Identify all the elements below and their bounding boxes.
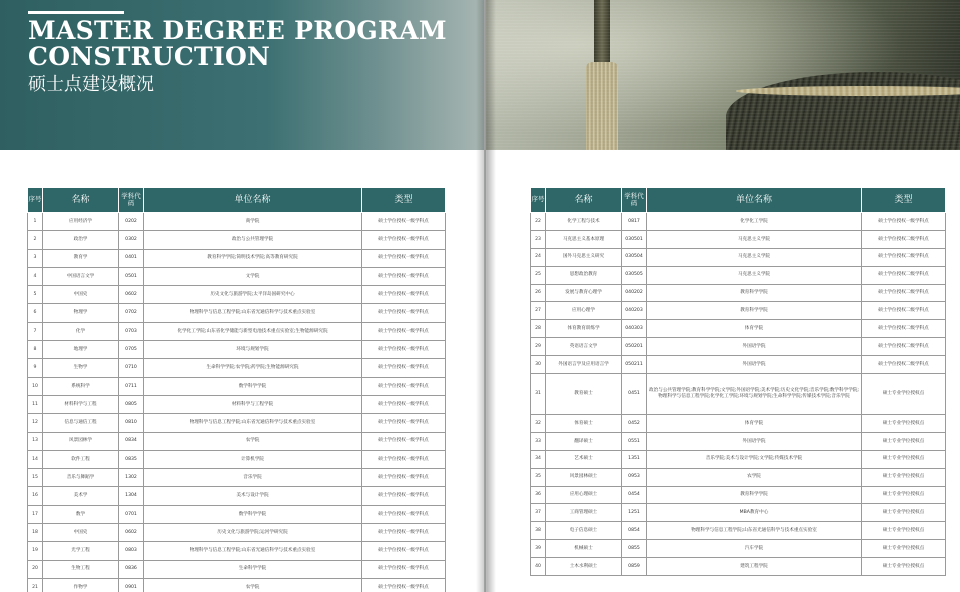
cell-type: 硕士学位授权一级学科点 bbox=[362, 469, 446, 487]
cell-code: 0551 bbox=[622, 432, 647, 450]
cell-name: 地理学 bbox=[43, 341, 119, 359]
cell-name: 中国史 bbox=[43, 524, 119, 542]
cell-name: 软件工程 bbox=[43, 450, 119, 468]
cell-type: 硕士专业学位授权点 bbox=[862, 432, 946, 450]
header-code: 学科代码 bbox=[119, 188, 144, 213]
cell-code: 030504 bbox=[622, 248, 647, 266]
table-row bbox=[531, 486, 946, 504]
cell-unit: 物理科学与信息工程学院;山东省光通信科学与技术重点实验室 bbox=[647, 522, 862, 540]
cell-code: 050201 bbox=[622, 338, 647, 356]
cell-no: 34 bbox=[531, 450, 546, 468]
table-row bbox=[28, 542, 446, 560]
cell-name: 信息与通信工程 bbox=[43, 414, 119, 432]
cell-unit: 历史文化与旅游学院;太平洋岛国研究中心 bbox=[144, 286, 362, 304]
cell-type: 硕士学位授权一级学科点 bbox=[362, 542, 446, 560]
table-row bbox=[531, 558, 946, 576]
table-row bbox=[531, 320, 946, 338]
cell-name: 艺术硕士 bbox=[546, 450, 622, 468]
cell-type: 硕士学位授权二级学科点 bbox=[862, 302, 946, 320]
cell-name: 马克思主义基本原理 bbox=[546, 230, 622, 248]
cell-type: 硕士学位授权一级学科点 bbox=[362, 487, 446, 505]
cell-no: 37 bbox=[531, 504, 546, 522]
cell-name: 作物学 bbox=[43, 578, 119, 592]
cell-name: 体育教育训练学 bbox=[546, 320, 622, 338]
cell-name: 美术学 bbox=[43, 487, 119, 505]
cell-type: 硕士专业学位授权点 bbox=[862, 540, 946, 558]
graduation-cap-photo bbox=[486, 0, 960, 150]
table-row bbox=[531, 432, 946, 450]
cell-no: 12 bbox=[28, 414, 43, 432]
cell-type: 硕士学位授权一级学科点 bbox=[362, 505, 446, 523]
cell-name: 音乐与舞蹈学 bbox=[43, 469, 119, 487]
page-title-en-line1: MASTER DEGREE PROGRAM bbox=[28, 16, 447, 45]
cell-name: 机械硕士 bbox=[546, 540, 622, 558]
cell-no: 27 bbox=[531, 302, 546, 320]
cell-code: 0703 bbox=[119, 322, 144, 340]
cell-no: 28 bbox=[531, 320, 546, 338]
cell-no: 38 bbox=[531, 522, 546, 540]
cell-code: 0834 bbox=[119, 432, 144, 450]
table-row bbox=[28, 359, 446, 377]
cell-code: 0705 bbox=[119, 341, 144, 359]
table-row bbox=[531, 284, 946, 302]
table-row bbox=[531, 468, 946, 486]
table-row bbox=[531, 248, 946, 266]
cell-name: 中国史 bbox=[43, 286, 119, 304]
header-no: 序号 bbox=[28, 188, 43, 213]
table-row bbox=[531, 266, 946, 284]
cell-name: 系统科学 bbox=[43, 377, 119, 395]
cell-type: 硕士专业学位授权点 bbox=[862, 468, 946, 486]
cell-type: 硕士学位授权二级学科点 bbox=[862, 248, 946, 266]
cell-unit: 教育科学学院 bbox=[647, 284, 862, 302]
cell-unit: 马克思主义学院 bbox=[647, 230, 862, 248]
page-title-en-line2: CONSTRUCTION bbox=[28, 42, 271, 71]
table-row bbox=[531, 522, 946, 540]
cell-unit: 教育科学学院 bbox=[647, 302, 862, 320]
cell-code: 0710 bbox=[119, 359, 144, 377]
cell-type: 硕士专业学位授权点 bbox=[862, 450, 946, 468]
cell-code: 0855 bbox=[622, 540, 647, 558]
cell-no: 2 bbox=[28, 231, 43, 249]
cell-code: 0454 bbox=[622, 486, 647, 504]
cell-name: 应用心理硕士 bbox=[546, 486, 622, 504]
header-code: 学科代码 bbox=[622, 188, 647, 213]
cell-name: 英语语言文学 bbox=[546, 338, 622, 356]
cell-code: 0810 bbox=[119, 414, 144, 432]
cell-unit: 音乐学院 bbox=[144, 469, 362, 487]
cell-code: 0835 bbox=[119, 450, 144, 468]
cell-unit: 音乐学院;美术与设计学院;文学院;传媒技术学院 bbox=[647, 450, 862, 468]
table-row bbox=[28, 304, 446, 322]
cell-name: 材料科学与工程 bbox=[43, 395, 119, 413]
table-row bbox=[28, 377, 446, 395]
header-unit: 单位名称 bbox=[144, 188, 362, 213]
cell-type: 硕士专业学位授权点 bbox=[862, 522, 946, 540]
cell-code: 1302 bbox=[119, 469, 144, 487]
cell-unit: 计算机学院 bbox=[144, 450, 362, 468]
cell-name: 风景园林学 bbox=[43, 432, 119, 450]
cell-no: 23 bbox=[531, 230, 546, 248]
cell-unit: 历史文化与旅游学院;运河学研究院 bbox=[144, 524, 362, 542]
cell-no: 5 bbox=[28, 286, 43, 304]
table-body bbox=[28, 213, 446, 592]
table-row bbox=[531, 374, 946, 415]
cell-name: 物理学 bbox=[43, 304, 119, 322]
cell-unit: 马克思主义学院 bbox=[647, 248, 862, 266]
cell-unit: 政治与公共管理学院 bbox=[144, 231, 362, 249]
cell-name: 发展与教育心理学 bbox=[546, 284, 622, 302]
cell-code: 0701 bbox=[119, 505, 144, 523]
cell-code: 1304 bbox=[119, 487, 144, 505]
table-row bbox=[28, 213, 446, 231]
table-header bbox=[28, 188, 446, 213]
cell-unit: 教育科学学院;简明技术学院;高等教育研究院 bbox=[144, 249, 362, 267]
cell-type: 硕士学位授权一级学科点 bbox=[362, 560, 446, 578]
cell-type: 硕士学位授权一级学科点 bbox=[362, 231, 446, 249]
table-body bbox=[531, 213, 946, 576]
cell-code: 0501 bbox=[119, 267, 144, 285]
cell-type: 硕士学位授权一级学科点 bbox=[362, 524, 446, 542]
table-row bbox=[28, 231, 446, 249]
cell-unit: 生命科学学院;农学院;药学院;生物能源研究院 bbox=[144, 359, 362, 377]
cell-type: 硕士学位授权一级学科点 bbox=[362, 414, 446, 432]
cell-name: 电子信息硕士 bbox=[546, 522, 622, 540]
cell-no: 29 bbox=[531, 338, 546, 356]
cell-code: 0602 bbox=[119, 524, 144, 542]
programs-table-left bbox=[27, 187, 446, 592]
cell-unit: 商学院 bbox=[144, 213, 362, 231]
cell-name: 教育硕士 bbox=[546, 374, 622, 415]
cell-no: 22 bbox=[531, 213, 546, 231]
table-row bbox=[531, 338, 946, 356]
cell-code: 1351 bbox=[622, 450, 647, 468]
cell-no: 20 bbox=[28, 560, 43, 578]
cell-name: 工商管理硕士 bbox=[546, 504, 622, 522]
cell-code: 0836 bbox=[119, 560, 144, 578]
cell-name: 应用经济学 bbox=[43, 213, 119, 231]
table-row bbox=[28, 450, 446, 468]
cell-unit: 化学化工学院;山东省化学储能与新型电池技术重点实验室;生物能源研究院 bbox=[144, 322, 362, 340]
cell-name: 翻译硕士 bbox=[546, 432, 622, 450]
cell-type: 硕士学位授权一级学科点 bbox=[362, 341, 446, 359]
table-row bbox=[531, 415, 946, 433]
cell-type: 硕士学位授权一级学科点 bbox=[362, 304, 446, 322]
table-row bbox=[28, 414, 446, 432]
cell-unit: 数学科学学院 bbox=[144, 377, 362, 395]
cell-no: 14 bbox=[28, 450, 43, 468]
cell-code: 0711 bbox=[119, 377, 144, 395]
cell-type: 硕士学位授权二级学科点 bbox=[862, 338, 946, 356]
cell-type: 硕士学位授权二级学科点 bbox=[862, 356, 946, 374]
cell-name: 化学 bbox=[43, 322, 119, 340]
cell-type: 硕士学位授权一级学科点 bbox=[362, 450, 446, 468]
cell-no: 4 bbox=[28, 267, 43, 285]
cell-type: 硕士专业学位授权点 bbox=[862, 374, 946, 415]
cell-code: 0817 bbox=[622, 213, 647, 231]
cell-name: 中国语言文学 bbox=[43, 267, 119, 285]
cell-no: 21 bbox=[28, 578, 43, 592]
table-header bbox=[531, 188, 946, 213]
cell-code: 1251 bbox=[622, 504, 647, 522]
table-row bbox=[531, 230, 946, 248]
cell-name: 政治学 bbox=[43, 231, 119, 249]
cell-type: 硕士专业学位授权点 bbox=[862, 486, 946, 504]
cell-unit: 体育学院 bbox=[647, 415, 862, 433]
table-row bbox=[28, 432, 446, 450]
table-row bbox=[28, 267, 446, 285]
cell-name: 教育学 bbox=[43, 249, 119, 267]
cell-no: 25 bbox=[531, 266, 546, 284]
cell-no: 3 bbox=[28, 249, 43, 267]
cell-no: 11 bbox=[28, 395, 43, 413]
table-row bbox=[28, 249, 446, 267]
cell-name: 体育硕士 bbox=[546, 415, 622, 433]
programs-table-right bbox=[530, 187, 946, 576]
cell-code: 030505 bbox=[622, 266, 647, 284]
header-no: 序号 bbox=[531, 188, 546, 213]
table-row bbox=[28, 560, 446, 578]
cell-code: 0803 bbox=[119, 542, 144, 560]
cell-name: 土木水利硕士 bbox=[546, 558, 622, 576]
cell-unit: 环境与规划学院 bbox=[144, 341, 362, 359]
cell-code: 0901 bbox=[119, 578, 144, 592]
cell-unit: 农学院 bbox=[647, 468, 862, 486]
cell-name: 生物学 bbox=[43, 359, 119, 377]
table-row bbox=[531, 302, 946, 320]
cell-no: 15 bbox=[28, 469, 43, 487]
cell-unit: MBA教育中心 bbox=[647, 504, 862, 522]
cell-type: 硕士专业学位授权点 bbox=[862, 558, 946, 576]
cell-type: 硕士专业学位授权点 bbox=[862, 415, 946, 433]
book-spine-shadow bbox=[476, 0, 496, 592]
cell-code: 0452 bbox=[622, 415, 647, 433]
title-banner bbox=[0, 0, 484, 150]
cell-type: 硕士学位授权一级学科点 bbox=[362, 286, 446, 304]
cell-name: 思想政治教育 bbox=[546, 266, 622, 284]
table-row bbox=[28, 341, 446, 359]
header-name: 名称 bbox=[43, 188, 119, 213]
cell-no: 26 bbox=[531, 284, 546, 302]
cell-no: 8 bbox=[28, 341, 43, 359]
cell-code: 0202 bbox=[119, 213, 144, 231]
right-page bbox=[486, 0, 960, 592]
cell-unit: 马克思主义学院 bbox=[647, 266, 862, 284]
cell-code: 050211 bbox=[622, 356, 647, 374]
cell-unit: 外国语学院 bbox=[647, 432, 862, 450]
table-row bbox=[531, 213, 946, 231]
header-name: 名称 bbox=[546, 188, 622, 213]
cell-no: 40 bbox=[531, 558, 546, 576]
cell-unit: 教育科学学院 bbox=[647, 486, 862, 504]
cell-name: 外国语言学及应用语言学 bbox=[546, 356, 622, 374]
cell-code: 040303 bbox=[622, 320, 647, 338]
cell-type: 硕士学位授权一级学科点 bbox=[362, 249, 446, 267]
cell-no: 7 bbox=[28, 322, 43, 340]
cell-unit: 物理科学与信息工程学院;山东省光通信科学与技术重点实验室 bbox=[144, 414, 362, 432]
cell-unit: 外国语学院 bbox=[647, 338, 862, 356]
header-type: 类型 bbox=[362, 188, 446, 213]
table-row bbox=[28, 578, 446, 592]
cell-unit: 外国语学院 bbox=[647, 356, 862, 374]
cell-code: 040202 bbox=[622, 284, 647, 302]
cell-name: 化学工程与技术 bbox=[546, 213, 622, 231]
cell-name: 光学工程 bbox=[43, 542, 119, 560]
cell-unit: 化学化工学院 bbox=[647, 213, 862, 231]
cell-code: 0302 bbox=[119, 231, 144, 249]
cell-no: 9 bbox=[28, 359, 43, 377]
cell-code: 0602 bbox=[119, 286, 144, 304]
cell-no: 10 bbox=[28, 377, 43, 395]
cell-no: 39 bbox=[531, 540, 546, 558]
cell-type: 硕士专业学位授权点 bbox=[862, 504, 946, 522]
cell-code: 0859 bbox=[622, 558, 647, 576]
cell-no: 33 bbox=[531, 432, 546, 450]
cell-code: 0401 bbox=[119, 249, 144, 267]
table-row bbox=[531, 356, 946, 374]
cell-no: 32 bbox=[531, 415, 546, 433]
cell-unit: 数学科学学院 bbox=[144, 505, 362, 523]
cell-unit: 物理科学与信息工程学院;山东省光通信科学与技术重点实验室 bbox=[144, 304, 362, 322]
header-unit: 单位名称 bbox=[647, 188, 862, 213]
table-row bbox=[28, 487, 446, 505]
cell-name: 风景园林硕士 bbox=[546, 468, 622, 486]
table-row bbox=[28, 322, 446, 340]
table-row bbox=[28, 524, 446, 542]
cell-unit: 文学院 bbox=[144, 267, 362, 285]
page-title-zh: 硕士点建设概况 bbox=[28, 74, 154, 95]
cell-code: 0854 bbox=[622, 522, 647, 540]
table-row bbox=[28, 395, 446, 413]
cell-no: 13 bbox=[28, 432, 43, 450]
cell-no: 6 bbox=[28, 304, 43, 322]
cell-unit: 物理科学与信息工程学院;山东省光通信科学与技术重点实验室 bbox=[144, 542, 362, 560]
cell-type: 硕士学位授权一级学科点 bbox=[362, 432, 446, 450]
cell-code: 030501 bbox=[622, 230, 647, 248]
cell-no: 35 bbox=[531, 468, 546, 486]
cell-name: 生物工程 bbox=[43, 560, 119, 578]
cell-unit: 体育学院 bbox=[647, 320, 862, 338]
cell-type: 硕士学位授权一级学科点 bbox=[362, 578, 446, 592]
cell-code: 0953 bbox=[622, 468, 647, 486]
cell-no: 1 bbox=[28, 213, 43, 231]
table-row bbox=[531, 450, 946, 468]
cell-unit: 建筑工程学院 bbox=[647, 558, 862, 576]
cell-type: 硕士学位授权一级学科点 bbox=[362, 359, 446, 377]
cell-type: 硕士学位授权二级学科点 bbox=[862, 266, 946, 284]
table-row bbox=[531, 540, 946, 558]
cell-no: 31 bbox=[531, 374, 546, 415]
cell-unit: 美术与设计学院 bbox=[144, 487, 362, 505]
header-type: 类型 bbox=[862, 188, 946, 213]
cell-no: 30 bbox=[531, 356, 546, 374]
cell-type: 硕士学位授权一级学科点 bbox=[362, 377, 446, 395]
cell-no: 19 bbox=[28, 542, 43, 560]
cell-code: 0451 bbox=[622, 374, 647, 415]
cell-unit: 农学院 bbox=[144, 432, 362, 450]
table-row bbox=[28, 469, 446, 487]
cell-type: 硕士学位授权二级学科点 bbox=[862, 230, 946, 248]
cell-no: 16 bbox=[28, 487, 43, 505]
cell-unit: 政治与公共管理学院;教育科学学院;文学院;外国语学院;美术学院;历史文化学院;音乐学院;数学科学学院;物理科学与信息工程学院;化学化工学院;环境与规划学院;生命科学学院;传媒技术学院;音乐学院 bbox=[647, 374, 862, 415]
table-row bbox=[28, 286, 446, 304]
table-row bbox=[531, 504, 946, 522]
cell-unit: 农学院 bbox=[144, 578, 362, 592]
cell-code: 0805 bbox=[119, 395, 144, 413]
cell-type: 硕士学位授权二级学科点 bbox=[862, 284, 946, 302]
cell-no: 18 bbox=[28, 524, 43, 542]
cell-type: 硕士学位授权一级学科点 bbox=[862, 213, 946, 231]
cell-type: 硕士学位授权一级学科点 bbox=[362, 322, 446, 340]
cell-code: 0702 bbox=[119, 304, 144, 322]
cell-type: 硕士学位授权一级学科点 bbox=[362, 213, 446, 231]
cell-unit: 汽车学院 bbox=[647, 540, 862, 558]
cell-name: 应用心理学 bbox=[546, 302, 622, 320]
table-row bbox=[28, 505, 446, 523]
cell-name: 国外马克思主义研究 bbox=[546, 248, 622, 266]
cell-no: 24 bbox=[531, 248, 546, 266]
cell-name: 数学 bbox=[43, 505, 119, 523]
cell-no: 17 bbox=[28, 505, 43, 523]
cell-type: 硕士学位授权一级学科点 bbox=[362, 395, 446, 413]
cell-type: 硕士学位授权一级学科点 bbox=[362, 267, 446, 285]
cell-no: 36 bbox=[531, 486, 546, 504]
cell-unit: 材料科学与工程学院 bbox=[144, 395, 362, 413]
cell-code: 040203 bbox=[622, 302, 647, 320]
cell-unit: 生命科学学院 bbox=[144, 560, 362, 578]
cell-type: 硕士学位授权二级学科点 bbox=[862, 320, 946, 338]
decorative-line bbox=[28, 11, 124, 14]
